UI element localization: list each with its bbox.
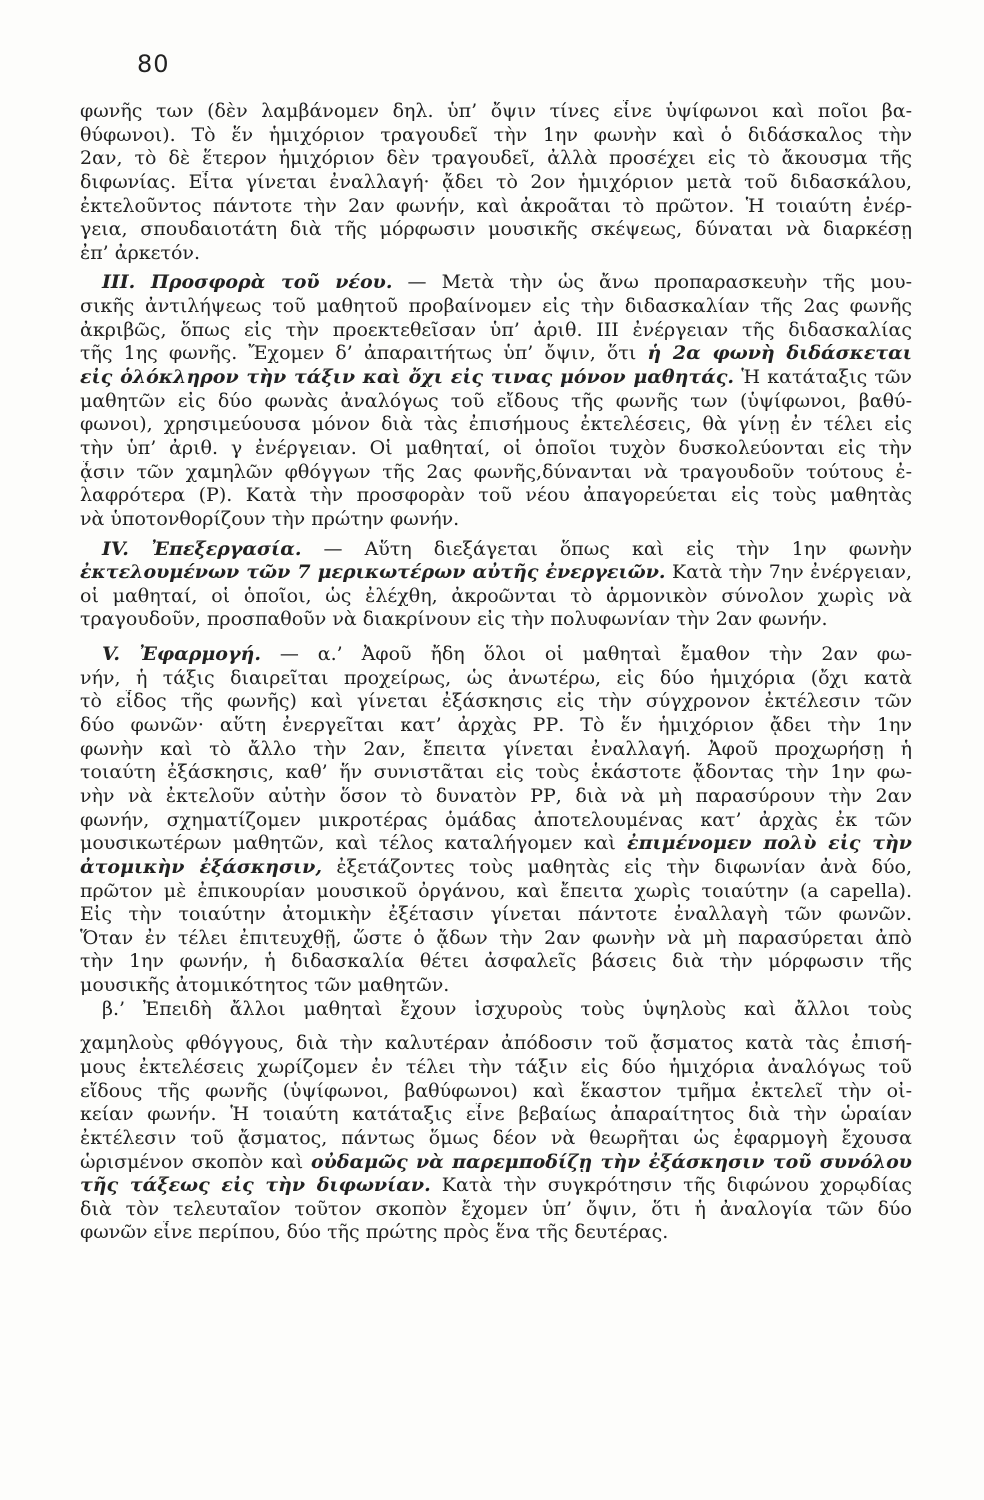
emphasis-text: εἰς ὁλόκληρον τὴν τάξιν καὶ ὄχι εἰς τινας μόνον μαθητάς.	[80, 366, 735, 389]
text-line: ᾆσιν τῶν χαμηλῶν φθόγγων τῆς 2ας φωνῆς,δύνανται νὰ τραγουδοῦν τούτους ἐ-	[80, 460, 912, 483]
text-line	[80, 832, 912, 856]
text-line: φωνῶν εἶνε περίπου, δύο τῆς πρώτης πρὸς ἕνα τῆς δευτέρας.	[80, 1221, 669, 1244]
text-line: φωνὴν καὶ τὸ ἄλλο τὴν 2αν, ἔπειτα γίνεται ἐναλλαγή. Ἀφοῦ προχωρήσῃ ἡ	[80, 737, 912, 760]
text-line: τὴν ὑπ’ ἀριθ. γ ἐνέργειαν. Οἱ μαθηταί, οἱ ὁποῖοι τυχὸν δυσκολεύονται εἰς τὴν	[80, 436, 912, 459]
text-line	[80, 366, 912, 390]
text-line	[80, 856, 912, 880]
plain-text: Κατὰ τὴν 7ην ἐνέργειαν,	[665, 561, 912, 584]
text-line	[80, 342, 912, 366]
text-line: Ὅταν ἐν τέλει ἐπιτευχθῇ, ὥστε ὁ ᾄδων τὴν 2αν φωνὴν νὰ μὴ παρασύρεται ἀπὸ	[80, 926, 912, 949]
text-line: λαφρότερα (Ρ). Κατὰ τὴν προσφορὰν τοῦ νέου ἀπαγορεύεται εἰς τοὺς μαθητὰς	[80, 484, 912, 507]
emphasis-text: ἡ 2α φωνὴ διδάσκεται	[647, 342, 912, 365]
text-line: φωνῆς των (δὲν λαμβάνομεν δηλ. ὑπ’ ὄψιν τίνες εἶνε ὑψίφωνοι καὶ ποῖοι βα-	[80, 100, 912, 122]
text-line: Εἰς τὴν τοιαύτην ἀτομικὴν ἐξέτασιν γίνεται πάντοτε ἐναλλαγὴ τῶν φωνῶν.	[80, 903, 912, 926]
text-line	[80, 1174, 912, 1198]
text-line: σικῆς ἀντιλήψεως τοῦ μαθητοῦ προβαίνομεν εἰς τὴν διδασκαλίαν τῆς 2ας φωνῆς	[80, 295, 912, 318]
page-number: 80	[137, 50, 170, 78]
text-line: β.’ Ἐπειδὴ ἄλλοι μαθηταὶ ἔχουν ἰσχυροὺς τοὺς ὑψηλοὺς καὶ ἄλλοι τοὺς	[102, 997, 912, 1020]
text-line: οἱ μαθηταί, οἱ ὁποῖοι, ὡς ἐλέχθη, ἀκροῶνται τὸ ἁρμονικὸν σύνολον χωρὶς νὰ	[80, 584, 912, 607]
text-line	[80, 271, 912, 295]
text-line	[80, 561, 912, 585]
text-line: ἐκτέλεσιν τοῦ ᾄσματος, πάντως ὅμως δέον νὰ θεωρῆται ὡς ἐφαρμογὴ ἔχουσα	[80, 1126, 912, 1149]
text-line: ἐπ’ ἀρκετόν.	[80, 241, 201, 264]
body-text	[80, 100, 912, 1245]
plain-text: Ἡ κατάταξις τῶν	[734, 366, 912, 389]
emphasis-text: ἐπιμένομεν πολὺ εἰς τὴν	[627, 832, 912, 855]
text-line: νήν, ἡ τάξις διαιρεῖται προχείρως, ὡς ἀνωτέρω, εἰς δύο ἡμιχόρια (ὄχι κατὰ	[80, 666, 912, 689]
text-line	[80, 538, 912, 562]
text-line: μαθητῶν εἰς δύο φωνὰς ἀναλόγως τοῦ εἴδους τῆς φωνῆς των (ὑψίφωνοι, βαθύ-	[80, 389, 912, 412]
plain-text: — Μετὰ τὴν ὡς ἄνω προπαρασκευὴν τῆς μου-	[392, 271, 912, 294]
text-line	[80, 643, 912, 667]
text-line: ἐκτελοῦντος πάντοτε τὴν 2αν φωνήν, καὶ ἀκροᾶται τὸ πρῶτον. Ἡ τοιαύτη ἐνέρ-	[80, 194, 912, 217]
plain-text: μουσικωτέρων μαθητῶν, καὶ τέλος καταλήγομεν καὶ	[80, 832, 628, 855]
plain-text: — α.’ Ἀφοῦ ἤδη ὅλοι οἱ μαθηταὶ ἔμαθον τὴν 2αν φω-	[260, 643, 912, 666]
text-line: μουσικῆς ἀτομικότητος τῶν μαθητῶν.	[80, 974, 450, 997]
text-line: νὰ ὑποτονθορίζουν τὴν πρώτην φωνήν.	[80, 507, 460, 530]
text-line: πρῶτον μὲ ἐπικουρίαν μουσικοῦ ὀργάνου, καὶ ἔπειτα χωρὶς τοιαύτην (a capella).	[80, 879, 912, 902]
emphasis-text: V. Ἐφαρμογή.	[102, 643, 261, 666]
text-line: διφωνίας. Εἶτα γίνεται ἐναλλαγή· ᾄδει τὸ 2ον ἡμιχόριον μετὰ τοῦ διδασκάλου,	[80, 170, 912, 193]
emphasis-text: ἐκτελουμένων τῶν 7 μερικωτέρων αὐτῆς ἐνεργειῶν.	[80, 561, 666, 584]
text-line: διὰ τὸν τελευταῖον τοῦτον σκοπὸν ἔχομεν ὑπ’ ὄψιν, ὅτι ἡ ἀναλογία τῶν δύο	[80, 1197, 912, 1220]
text-line: 2αν, τὸ δὲ ἕτερον ἡμιχόριον δὲν τραγουδεῖ, ἀλλὰ προσέχει εἰς τὸ ἄκουσμα τῆς	[80, 147, 912, 170]
text-line: μους ἐκτελέσεις χωρίζομεν ἐν τέλει τὴν τάξιν εἰς δύο ἡμιχόρια ἀναλόγως τοῦ	[80, 1055, 912, 1078]
text-line: θύφωνοι). Τὸ ἕν ἡμιχόριον τραγουδεῖ τὴν 1ην φωνὴν καὶ ὁ διδάσκαλος τὴν	[80, 123, 912, 146]
text-line: τὸ εἶδος τῆς φωνῆς) καὶ γίνεται ἐξάσκησις εἰς τὴν σύγχρονον ἐκτέλεσιν τῶν	[80, 690, 912, 713]
text-line: εἴδους τῆς φωνῆς (ὑψίφωνοι, βαθύφωνοι) καὶ ἕκαστον τμῆμα ἐκτελεῖ τὴν οἰ-	[80, 1079, 912, 1102]
text-line	[80, 1151, 912, 1175]
emphasis-text: τῆς τάξεως εἰς τὴν διφωνίαν.	[80, 1174, 431, 1197]
text-line: χαμηλοὺς φθόγγους, διὰ τὴν καλυτέραν ἀπόδοσιν τοῦ ᾄσματος κατὰ τὰς ἐπισή-	[80, 1032, 912, 1055]
plain-text: — Αὕτη διεξάγεται ὅπως καὶ εἰς τὴν 1ην φωνὴν	[301, 537, 912, 560]
text-line: τοιαύτη ἐξάσκησις, καθ’ ἥν συνιστᾶται εἰς τοὺς ἑκάστοτε ᾄδοντας τὴν 1ην φω-	[80, 761, 912, 784]
emphasis-text: οὐδαμῶς νὰ παρεμποδίζῃ τὴν ἐξάσκησιν τοῦ συνόλου	[310, 1150, 912, 1173]
text-line: γεια, σπουδαιοτάτη διὰ τῆς μόρφωσιν μουσικῆς σκέψεως, δύναται νὰ διαρκέσῃ	[80, 218, 912, 241]
text-line: τὴν 1ην φωνήν, ἡ διδασκαλία θέτει ἀσφαλεῖς βάσεις διὰ τὴν μόρφωσιν τῆς	[80, 950, 912, 973]
plain-text: ἐξετάζοντες τοὺς μαθητὰς εἰς τὴν διφωνίαν ἀνὰ δύο,	[321, 855, 912, 878]
text-line: νὴν νὰ ἐκτελοῦν αὐτὴν ὅσον τὸ δυνατὸν ΡΡ, διὰ νὰ μὴ παρασύρουν τὴν 2αν	[80, 784, 912, 807]
text-line: τραγουδοῦν, προσπαθοῦν νὰ διακρίνουν εἰς τὴν πολυφωνίαν τὴν 2αν φωνήν.	[80, 608, 828, 631]
emphasis-text: III. Προσφορὰ τοῦ νέου.	[102, 271, 393, 294]
text-line: ἀκριβῶς, ὅπως εἰς τὴν προεκτεθεῖσαν ὑπ’ ἀριθ. ΙΙΙ ἐνέργειαν τῆς διδασκαλίας	[80, 318, 912, 341]
text-line: φωνοι), χρησιμεύουσα μόνον διὰ τὰς ἐπισήμους ἐκτελέσεις, θὰ γίνῃ ἐν τέλει εἰς	[80, 413, 912, 436]
plain-text: Κατὰ τὴν συγκρότησιν τῆς διφώνου χορῳδίας	[430, 1174, 912, 1197]
text-line: φωνήν, σχηματίζομεν μικροτέρας ὁμάδας ἀποτελουμένας κατ’ ἀρχὰς ἐκ τῶν	[80, 808, 912, 831]
emphasis-text: IV. Ἐπεξεργασία.	[102, 537, 302, 560]
text-line: δύο φωνῶν· αὕτη ἐνεργεῖται κατ’ ἀρχὰς ΡΡ. Τὸ ἕν ἡμιχόριον ᾄδει τὴν 1ην	[80, 714, 912, 737]
plain-text: τῆς 1ης φωνῆς. Ἔχομεν δ’ ἀπαραιτήτως ὑπ’ ὄψιν, ὅτι	[80, 342, 648, 365]
emphasis-text: ἀτομικὴν ἐξάσκησιν,	[80, 855, 322, 878]
text-line: κείαν φωνήν. Ἡ τοιαύτη κατάταξις εἶνε βεβαίως ἀπαραίτητος διὰ τὴν ὡραίαν	[80, 1103, 912, 1126]
plain-text: ὡρισμένον σκοπὸν καὶ	[80, 1150, 311, 1173]
